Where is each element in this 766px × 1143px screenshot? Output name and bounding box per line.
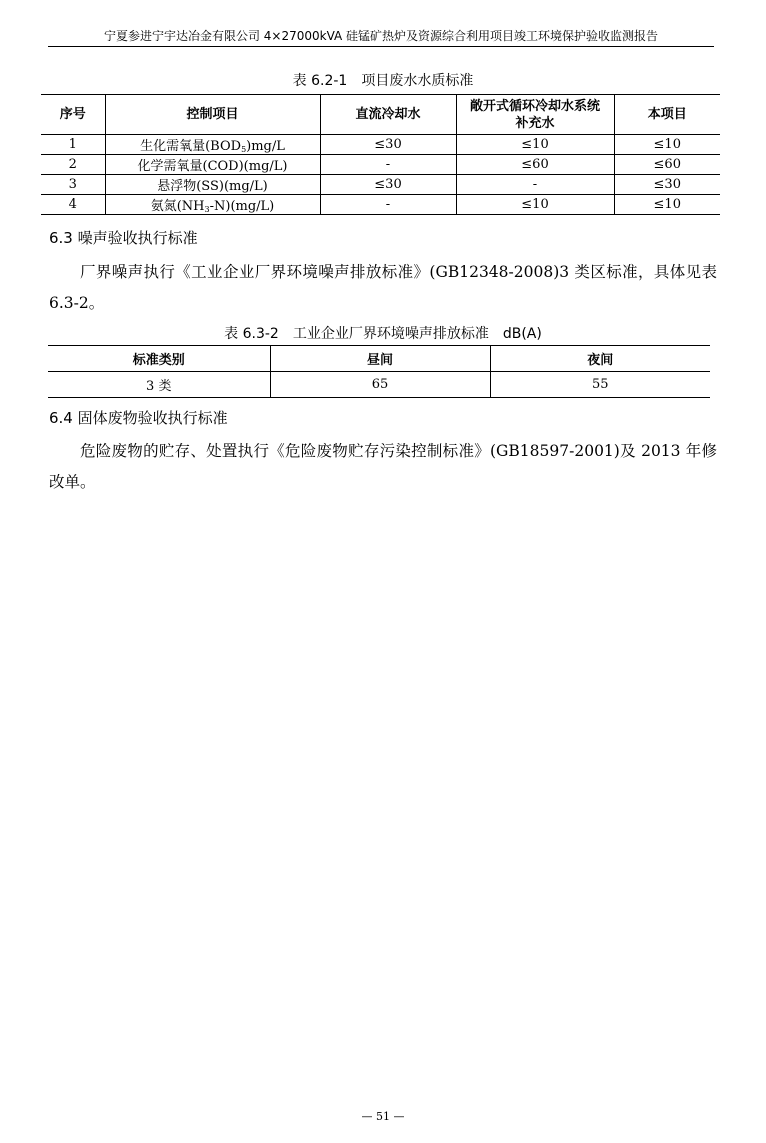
table-header-row bbox=[48, 346, 710, 372]
cell-project: ≤10 bbox=[614, 195, 720, 215]
cell-item: 氨氮$(NH_3-N)(mg/L)$ bbox=[105, 195, 320, 215]
column-header-open-line2: 补充水 bbox=[515, 115, 555, 131]
cell-direct: - bbox=[320, 155, 456, 175]
column-header-open bbox=[456, 95, 614, 135]
cell-night: 55 bbox=[490, 372, 710, 398]
cell-no: 2 bbox=[41, 155, 105, 175]
cell-project: ≤10 bbox=[614, 135, 720, 155]
column-header-category: 标准类别 bbox=[48, 346, 270, 372]
cell-open: ≤10 bbox=[456, 195, 614, 215]
column-header-night: 夜间 bbox=[490, 346, 710, 372]
column-header-day: 昼间 bbox=[270, 346, 490, 372]
table-row bbox=[41, 155, 720, 175]
cell-no: 1 bbox=[41, 135, 105, 155]
document-header: 宁夏参进宁宇达冶金有限公司 4×27000kVA 硅锰矿热炉及资源综合利用项目竣工环境保护验收监测报告 bbox=[103, 29, 659, 43]
column-header-project: 本项目 bbox=[614, 95, 720, 135]
cell-project: ≤60 bbox=[614, 155, 720, 175]
cell-category: 3 类 bbox=[48, 372, 270, 398]
table-row bbox=[41, 175, 720, 195]
column-header-item: 控制项目 bbox=[105, 95, 320, 135]
page-number: — 51 — bbox=[361, 1110, 405, 1123]
table-row bbox=[41, 135, 720, 155]
cell-day: 65 bbox=[270, 372, 490, 398]
table-row bbox=[48, 372, 710, 398]
column-header-open-line1: 敞开式循环冷却水系统 bbox=[469, 98, 600, 114]
column-header-no: 序号 bbox=[41, 95, 105, 135]
table-header-row bbox=[41, 95, 720, 135]
column-header-direct: 直流冷却水 bbox=[320, 95, 456, 135]
cell-item: 化学需氧量(COD)(mg/L) bbox=[105, 155, 320, 175]
section-6-4-paragraph: 危险废物的贮存、处置执行《危险废物贮存污染控制标准》(GB18597-2001)及 2013 年修改单。 bbox=[49, 442, 717, 491]
table1-caption: 表 6.2-1 项目废水水质标准 bbox=[292, 73, 474, 89]
section-heading-6-3: 6.3 噪声验收执行标准 bbox=[49, 229, 198, 247]
cell-open: ≤60 bbox=[456, 155, 614, 175]
section-heading-6-4: 6.4 固体废物验收执行标准 bbox=[49, 409, 228, 427]
cell-project: ≤30 bbox=[614, 175, 720, 195]
cell-item: 生化需氧量$(BOD_5)mg/L$ bbox=[105, 135, 320, 155]
cell-no: 3 bbox=[41, 175, 105, 195]
table-row bbox=[41, 195, 720, 215]
table2-caption: 表 6.3-2 工业企业厂界环境噪声排放标准 dB(A) bbox=[224, 326, 542, 342]
cell-direct: ≤30 bbox=[320, 135, 456, 155]
cell-open: - bbox=[456, 175, 614, 195]
wastewater-standard-table bbox=[41, 94, 720, 215]
cell-item: 悬浮物(SS)(mg/L) bbox=[105, 175, 320, 195]
cell-open: ≤10 bbox=[456, 135, 614, 155]
cell-direct: ≤30 bbox=[320, 175, 456, 195]
section-6-3-paragraph: 厂界噪声执行《工业企业厂界环境噪声排放标准》(GB12348-2008)3 类区标准，具体见表 6.3-2。 bbox=[49, 263, 717, 312]
header-rule bbox=[48, 46, 714, 47]
cell-direct: - bbox=[320, 195, 456, 215]
noise-standard-table bbox=[48, 345, 710, 398]
cell-no: 4 bbox=[41, 195, 105, 215]
